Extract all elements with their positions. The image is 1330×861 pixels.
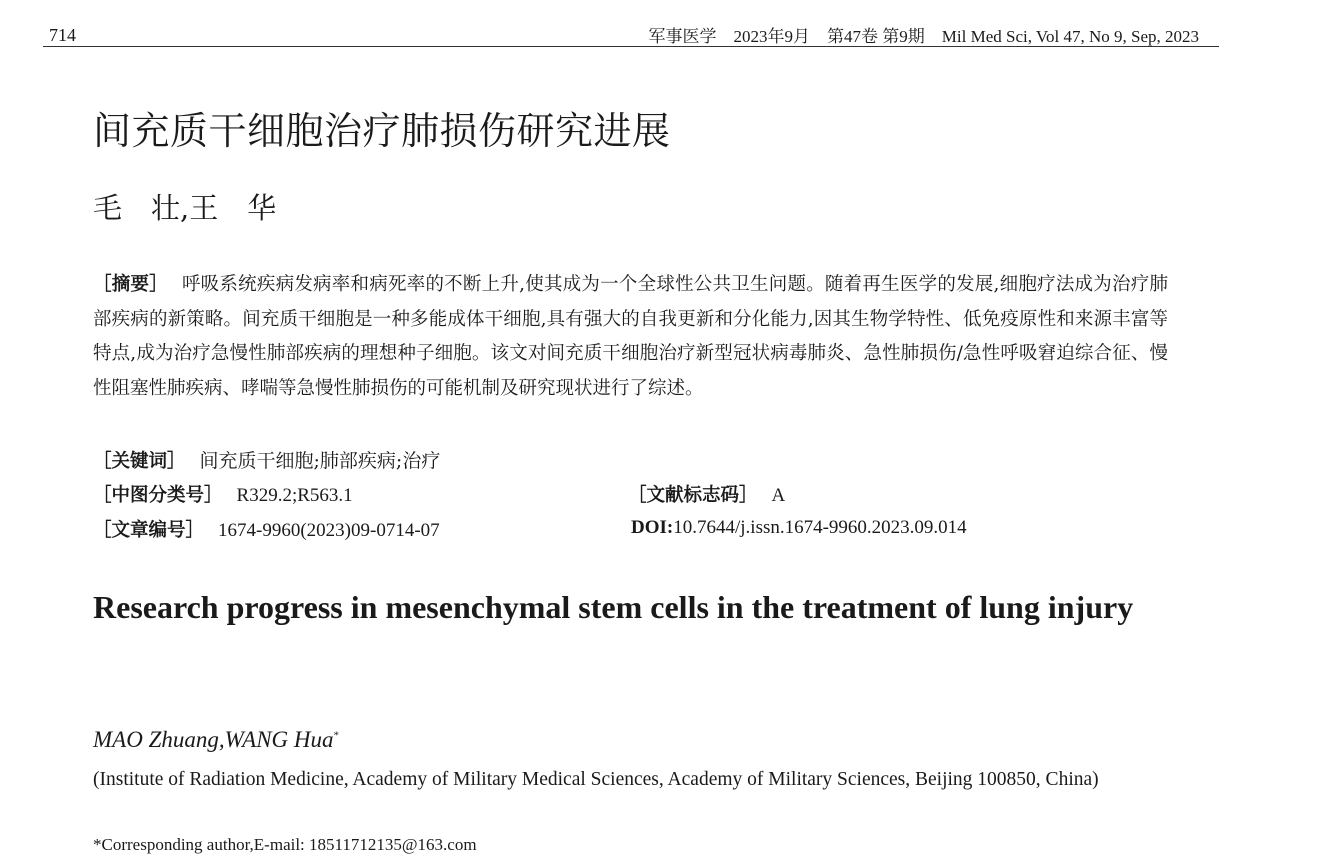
clc-row [93, 481, 353, 507]
clc-value: R329.2;R563.1 [236, 485, 353, 506]
affiliation: (Institute of Radiation Medicine, Academy of Military Medical Sciences, Academy of Military Sciences, Beijing 100850, China) [93, 769, 1099, 790]
corresponding-mark: * [333, 729, 340, 742]
keywords-label: ［关键词］ [93, 451, 186, 472]
abstract-text: 呼吸系统疾病发病率和病死率的不断上升,使其成为一个全球性公共卫生问题。随着再生医学的发展,细胞疗法成为治疗肺部疾病的新策略。间充质干细胞是一种多能成体干细胞,具有强大的自我更新和分化能力,因其生物学特性、低免疫原性和来源丰富等特点,成为治疗急慢性肺部疾病的理想种子细胞。该文对间充质干细胞治疗新型冠状病毒肺炎、急性肺损伤/急性呼吸窘迫综合征、慢性阻塞性肺疾病、哮喘等急慢性肺损伤的可能机制及研究现状进行了综述。 [93, 274, 1168, 399]
abstract [93, 268, 1168, 406]
keywords-value: 间充质干细胞;肺部疾病;治疗 [199, 450, 441, 472]
article-number-value: 1674-9960(2023)09-0714-07 [218, 520, 440, 541]
article-number-label: ［文章编号］ [93, 520, 205, 541]
doi-row [631, 516, 967, 539]
doi-label: DOI: [631, 517, 674, 538]
article-number-row [93, 516, 440, 542]
english-title: Research progress in mesenchymal stem cells in the treatment of lung injury [93, 589, 1134, 625]
page-number: 714 [49, 25, 76, 45]
chinese-title: 间充质干细胞治疗肺损伤研究进展 [93, 109, 671, 153]
doc-code-value: A [771, 485, 786, 506]
running-head: 军事医学 2023年9月 第47卷 第9期 Mil Med Sci, Vol 47, No 9, Sep, 2023 [648, 27, 1199, 46]
abstract-label: ［摘要］ [93, 274, 168, 295]
chinese-authors: 毛 壮,王 华 [93, 191, 277, 225]
doc-code-label: ［文献标志码］ [628, 485, 758, 506]
keywords-row [93, 446, 440, 473]
doi-value: 10.7644/j.issn.1674-9960.2023.09.014 [673, 517, 967, 538]
page-header [43, 18, 1219, 47]
doc-code-row [628, 481, 785, 507]
english-authors-text: MAO Zhuang,WANG Hua [93, 727, 334, 752]
english-authors [93, 727, 339, 753]
clc-label: ［中图分类号］ [93, 485, 223, 506]
corresponding-author: *Corresponding author,E-mail: 18511712135@163.com [93, 835, 477, 854]
